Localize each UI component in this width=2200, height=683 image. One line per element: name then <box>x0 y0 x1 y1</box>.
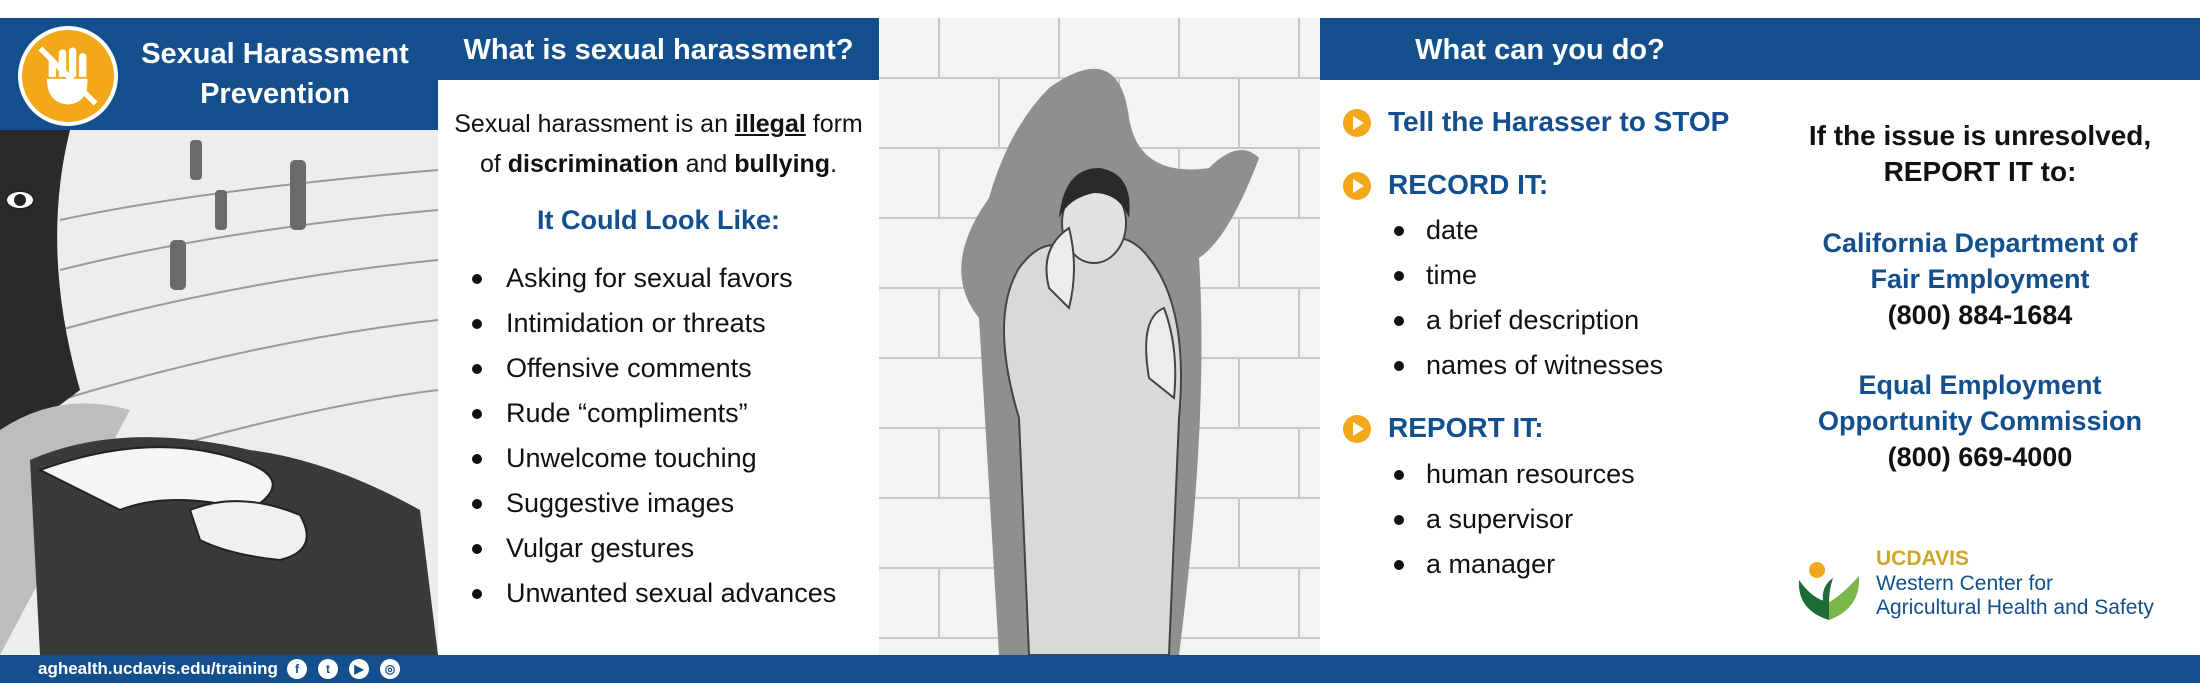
list-item: a supervisor <box>1384 497 1764 542</box>
definition-part3: and <box>678 150 735 178</box>
youtube-icon[interactable]: ▶ <box>349 659 369 679</box>
definition-discrimination: discrimination <box>507 150 679 178</box>
facebook-icon[interactable]: f <box>287 659 307 679</box>
definition-part4: . <box>830 150 838 178</box>
stop-hand-icon <box>18 26 118 126</box>
panel4-heading: What can you do? <box>1415 34 1665 66</box>
agency-dfe-phone: (800) 884-1684 <box>1887 300 2073 330</box>
step-report: REPORT IT: <box>1388 412 1544 443</box>
list-item: Unwanted sexual advances <box>462 571 882 616</box>
arrow-right-icon <box>1343 109 1371 137</box>
poster-title-line1: Sexual Harassment <box>141 38 409 70</box>
agency-dfe-name-line1: California Department of <box>1822 228 2138 258</box>
agency-eeoc-phone: (800) 669-4000 <box>1887 442 2073 472</box>
poster-title-line2: Prevention <box>200 78 350 110</box>
list-item: Asking for sexual favors <box>462 256 882 301</box>
agency-eeoc <box>1780 367 2180 475</box>
definition-bullying: bullying <box>734 150 831 178</box>
step-stop: Tell the Harasser to STOP <box>1388 106 1730 137</box>
woman-shadow-illustration <box>879 18 1320 655</box>
list-item: human resources <box>1384 452 1764 497</box>
logo-ucdavis <box>1876 546 1969 572</box>
logo-uc-text: UC <box>1876 547 1907 570</box>
logo-org-line1: Western Center for <box>1876 572 2054 595</box>
list-item: Vulgar gestures <box>462 526 882 571</box>
twitter-icon[interactable]: t <box>318 659 338 679</box>
list-item: time <box>1384 253 1764 298</box>
agency-dfe <box>1780 225 2180 333</box>
unresolved-text <box>1780 118 2180 190</box>
logo-org-line2: Agricultural Health and Safety <box>1876 596 2154 619</box>
footer-url[interactable]: aghealth.ucdavis.edu/training <box>38 659 278 678</box>
record-list <box>1384 208 1764 388</box>
unresolved-line1: If the issue is unresolved, <box>1808 120 2152 151</box>
examples-list <box>462 256 882 616</box>
instagram-icon[interactable]: ◎ <box>380 659 400 679</box>
examples-subheading: It Could Look Like: <box>537 205 780 235</box>
definition-illegal: illegal <box>734 110 806 138</box>
poster-title <box>130 34 420 114</box>
list-item: Offensive comments <box>462 346 882 391</box>
farmworker-illustration <box>0 130 438 655</box>
definition-part2: form of <box>479 110 863 178</box>
agency-dfe-name-line2: Fair Employment <box>1870 264 2090 294</box>
arrow-right-icon <box>1343 172 1371 200</box>
agency-eeoc-name-line1: Equal Employment <box>1858 370 2102 400</box>
top-margin <box>0 0 2200 18</box>
step-record: RECORD IT: <box>1388 169 1549 200</box>
definition-text <box>446 104 871 184</box>
list-item: Rude “compliments” <box>462 391 882 436</box>
logo-davis-text: DAVIS <box>1906 547 1969 570</box>
definition-part1: Sexual harassment is an <box>454 110 735 138</box>
panel2-heading: What is sexual harassment? <box>463 34 854 66</box>
list-item: Unwelcome touching <box>462 436 882 481</box>
unresolved-line2: REPORT IT to: <box>1883 156 2077 187</box>
list-item: a brief description <box>1384 298 1764 343</box>
list-item: names of witnesses <box>1384 343 1764 388</box>
arrow-right-icon <box>1343 415 1371 443</box>
list-item: a manager <box>1384 542 1764 587</box>
agency-eeoc-name-line2: Opportunity Commission <box>1818 406 2142 436</box>
list-item: date <box>1384 208 1764 253</box>
list-item: Suggestive images <box>462 481 882 526</box>
list-item: Intimidation or threats <box>462 301 882 346</box>
wcahs-logo-icon <box>1793 550 1865 622</box>
report-list <box>1384 452 1764 587</box>
